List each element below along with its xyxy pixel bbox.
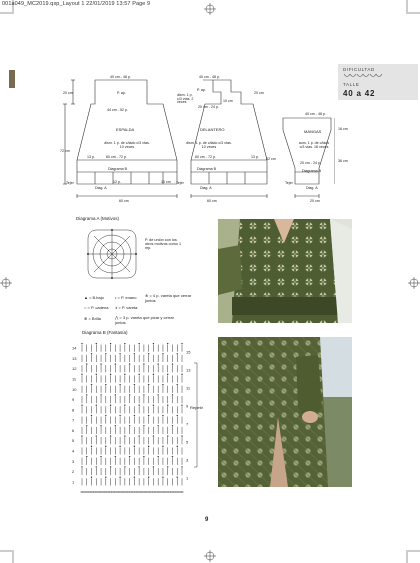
diagram-b-chain [162,446,163,447]
diagram-b-chain [134,446,135,447]
diagram-b-chain [81,435,82,436]
diagram-b-chain [96,374,97,375]
back-bottom-width: 60 cm [119,199,129,203]
diagram-b-row-label-left: 9 [72,397,75,403]
diagram-b-row-label-left: 10 [72,386,77,392]
difficulty-label: DIFICULTAD [343,67,375,72]
difficulty-icon-3 [370,74,382,77]
diagram-b-chain [81,466,82,467]
diagram-b-chain [148,446,149,447]
diagram-b-chain [157,394,158,395]
diagram-b-chain [148,477,149,478]
diagram-b-chain [124,466,125,467]
front-diagram-b: Diagrama B [197,167,216,171]
sleeve-bottom-width: 20 cm [310,199,320,203]
diagram-b-chain [105,353,106,354]
diagram-b-base-chain [81,491,83,493]
diagram-b-base-chain [160,491,162,493]
diagram-b-base-chain [132,491,134,493]
diagram-b-chain [110,405,111,406]
diagram-b-chain [172,363,173,364]
vareta-icon: ǂ [115,305,119,310]
diagram-b-chain [148,415,149,416]
front-cm-20: 20 cm [254,91,264,95]
photo-bottom-image [218,337,352,487]
diagram-b-chain [91,353,92,354]
diagram-b-chain [96,343,97,344]
difficulty-icon-2 [357,74,369,77]
legend-doble: ⋔ = 4 p. vareta que cerrar juntos [145,293,192,303]
front-dism-neck: dism. 1 p. c/3 vtas. 2 veces [177,93,194,105]
diagram-b-chain [129,363,130,364]
legend-punto-bajo: ▲ = B.bajo [84,295,104,300]
diagram-b-chain [124,374,125,375]
diagram-b-row-label-left: 8 [72,407,75,413]
diagram-b-chain [162,477,163,478]
punto-bajo-icon: ▲ [84,295,90,300]
diagram-b-chain [181,435,182,436]
diagram-b-chain [143,363,144,364]
diagram-b-chain [172,425,173,426]
diagram-b-repeat-bracket [194,363,197,467]
diagram-b-chain [91,384,92,385]
diagram-b-chain [115,425,116,426]
diagram-b-chain [143,456,144,457]
diagram-b-base-chain [91,491,93,493]
diagram-b-row-label-right: 7 [186,421,189,427]
diagram-b-base-chain [155,491,157,493]
back-dism: dism. 1 p. de c/lado c/3 vtas. 10 veces [104,141,150,149]
front-tejer: Tejer [176,181,184,185]
diagram-b-base-chain [153,491,155,493]
back-top-width: 40 cm - 48 p. [110,75,131,79]
diagram-b-chain [177,446,178,447]
diagram-b-chain [177,415,178,416]
diagram-a-motif [82,224,142,284]
diagram-b-chain [96,466,97,467]
diagram-b-row-label-left: 12 [72,366,77,372]
diagram-b-chain [167,435,168,436]
diagram-b-row-label-left: 14 [72,345,77,351]
diagram-b-chain [91,446,92,447]
diagram-b-chain [96,435,97,436]
diagram-b-base-chain [137,491,139,493]
doble-icon: ⋔ [145,293,150,298]
diagram-b-chain [129,456,130,457]
front-top-width: 40 cm - 48 p. [199,75,220,79]
diagram-b-base-chain [101,491,103,493]
diagram-b-chain [115,456,116,457]
diagram-b-chain [81,343,82,344]
diagram-b-base-chain [171,491,173,493]
diagram-b-base-chain [94,491,96,493]
diagram-b-chain [110,343,111,344]
diagram-b-chain [119,446,120,447]
diagram-b-row-label-left: 7 [72,417,75,423]
diagram-b-chain [157,363,158,364]
diagram-b-base-chain [88,491,90,493]
diagram-b-chain [148,353,149,354]
diagram-b-chain [138,405,139,406]
diagram-b-chain [124,405,125,406]
sleeve-top-width: 40 cm - 48 p. [305,112,326,116]
sleeve-aum: aum. 1 p. de c/lado c/3 vtas. 18 veces [298,141,330,149]
diagram-b-chain [177,353,178,354]
diagram-b-chain [119,353,120,354]
size-value: 40 a 42 [343,89,376,98]
diagram-b-chain [86,394,87,395]
diagram-b-chain [105,446,106,447]
legend-cadena: ○ = P. cadena [84,305,109,310]
diagram-b-chain [100,363,101,364]
diagram-b-chain [100,425,101,426]
diagram-b-chain [177,477,178,478]
diagram-b-base-chain [124,491,126,493]
diagram-b-chart [70,337,200,499]
back-outline [77,80,177,184]
diagram-b-chain [167,405,168,406]
diagram-b-chain [153,405,154,406]
front-title: DELANTERO [200,127,225,132]
back-neck-label: P. ap. [117,91,126,95]
print-slug: 001a049_MC2019.qxp_Layout 1 22/01/2019 13:57 Page 9 [2,1,151,7]
diagram-b-base-chain [117,491,119,493]
diagram-b-chain [105,415,106,416]
diagram-b-chain [148,384,149,385]
diagram-b-base-chain [163,491,165,493]
diagram-b-row-label-left: 13 [72,355,77,361]
diagram-b-chain [153,343,154,344]
diagram-b-chain [138,374,139,375]
diagram-b-base-chain [150,491,152,493]
diagram-b-chain [172,394,173,395]
sleeve-h-36: 36 cm [338,159,348,163]
diagram-b-chain [162,415,163,416]
photo-top-image [218,219,352,323]
diagram-b-row-label-left: 4 [72,448,75,454]
page-number: 9 [205,517,209,523]
diagram-b-chain [129,394,130,395]
back-width-60: 60 cm - 72 p. [106,155,127,159]
sleeve-width-20: 20 cm - 24 p. [300,161,321,165]
diagram-b-chain [86,363,87,364]
legend-vareta: ǂ = P. vareta [115,305,138,310]
diagram-b-chain [105,477,106,478]
sleeve-title: MANGAS [304,129,322,134]
diagram-b-base-chain [145,491,147,493]
diagram-b-base-chain [86,491,88,493]
diagram-b-chain [153,374,154,375]
sleeve-h-16: 16 cm [338,127,348,131]
diagram-b-row-label-left: 6 [72,427,75,433]
difficulty-icon-1 [344,74,356,77]
diagram-b-row-label-right: 13 [186,367,191,373]
diagram-b-chain [157,456,158,457]
diagram-b-chain [115,394,116,395]
front-side-13: 13 p. [251,155,259,159]
diagram-b-base-chain [127,491,129,493]
diagram-b-chain [134,477,135,478]
diagram-b-row-label-left: 1 [72,479,75,485]
photo-top [218,219,352,323]
back-width-44: 44 cm - 52 p. [107,108,128,112]
back-height-72: 72 cm [60,149,70,153]
diagram-b-chain [81,374,82,375]
section-tab-marker [9,70,15,88]
diagram-b-base-chain [135,491,137,493]
sleeve-diagram-b: Diagrama B [302,169,321,173]
diagram-b-base-chain [178,491,180,493]
diagram-b-chain [138,343,139,344]
diagram-b-row-label-right: 9 [186,403,189,409]
sleeve-height-52: 52 cm [266,157,276,161]
diagram-b-row-label-right: 3 [186,457,189,463]
diagram-b-chain [110,435,111,436]
diagram-b-chain [177,384,178,385]
back-title: ESPALDA [116,127,135,132]
diagram-b-chain [167,374,168,375]
pulso-icon: ⊕ [84,316,89,321]
back-diagram-b: Diagrama B [108,167,127,171]
diagram-b-chain [91,415,92,416]
diagram-b-chain [172,456,173,457]
diagram-b-chain [181,374,182,375]
diagram-b-row-label-left: 5 [72,438,75,444]
legend-pulso: ⊕ = Brilla [84,316,101,321]
back-height-20: 20 cm [63,91,73,95]
diagram-b-base-chain [140,491,142,493]
diagram-b-base-chain [83,491,85,493]
diagram-a-note: P. de unión con los otros motivos como 1 mp. [145,238,182,250]
diagram-b-row-label-left: 11 [72,376,77,382]
sleeve-diag-a: Diag. A [306,186,318,190]
diagram-b-chain [110,466,111,467]
front-p-ap: P. ap. [197,88,206,92]
diagram-a-title: Diagrama A (Motivos) [76,216,120,221]
sleeve-tejer: Tejer [285,181,293,185]
diagram-b-title: Diagrama B (Fantasía) [82,330,128,335]
diagram-b-chain [124,343,125,344]
diagram-b-chain [153,435,154,436]
diagram-b-chain [91,477,92,478]
back-diag-a: Diag. A [95,186,107,190]
diagram-b-chain [86,425,87,426]
diagram-b-chain [153,466,154,467]
diagram-b-base-chain [176,491,178,493]
difficulty-panel [338,64,418,100]
diagram-b-repeat: Repetir [190,405,203,410]
diagram-b-chain [134,353,135,354]
diagram-b-row-label-right: 5 [186,439,189,445]
diagram-b-base-chain [112,491,114,493]
diagram-b-base-chain [158,491,160,493]
diagram-b-base-chain [122,491,124,493]
back-small-12: 12 p. [113,180,121,184]
diagram-b-base-chain [109,491,111,493]
diagram-b-chain [181,405,182,406]
diagram-b-base-chain [181,491,183,493]
diagram-b-chain [110,374,111,375]
diagram-b-chain [162,353,163,354]
front-width-60: 60 cm - 72 p. [195,155,216,159]
sleeve-outline [283,118,331,184]
diagram-b-base-chain [119,491,121,493]
front-cm-10-neck: 10 cm [223,99,233,103]
size-label: TALLE [343,82,360,87]
front-dism: dism. 1 p. de c/lado c/3 vtas. 10 veces [186,141,232,149]
diagram-b-chain [96,405,97,406]
diagram-b-chain [167,343,168,344]
photo-bottom [218,337,352,487]
diagram-b-row-label-left: 2 [72,469,75,475]
diagram-b-chain [119,477,120,478]
diagram-b-chain [138,435,139,436]
diagram-b-chain [81,405,82,406]
back-tejer: Tejer [66,181,74,185]
diagram-b-base-chain [142,491,144,493]
diagram-b-chain [143,394,144,395]
diagram-b-base-chain [130,491,132,493]
punto-enano-icon: • [115,295,118,300]
diagram-b-base-chain [165,491,167,493]
back-cm-10: 10 cm [161,180,171,184]
diagram-b-chain [124,435,125,436]
diagram-b-chain [119,415,120,416]
diagram-b-chain [138,466,139,467]
legend-punto-enano: • = P. enano [115,295,137,300]
picot-icon: ⋀ [115,315,120,320]
diagram-b-row-label-right: 11 [186,385,191,391]
diagram-b-chain [134,415,135,416]
diagram-b-chain [167,466,168,467]
diagram-b-row-label-right: 15 [186,349,191,355]
diagram-b-base-chain [114,491,116,493]
front-width-20: 20 cm - 24 p. [198,105,219,109]
diagram-b-base-chain [106,491,108,493]
diagram-b-chain [181,343,182,344]
diagram-b-chain [181,466,182,467]
diagram-b-row-label-left: 3 [72,458,75,464]
cadena-icon: ○ [84,305,88,310]
diagram-b-chain [162,384,163,385]
diagram-b-base-chain [104,491,106,493]
diagram-b-chain [100,394,101,395]
front-bottom-width: 60 cm [207,199,217,203]
diagram-b-chain [134,384,135,385]
diagram-b-base-chain [147,491,149,493]
diagram-b-row-label-right: 1 [186,475,189,481]
back-side-13: 13 p. [87,155,95,159]
diagram-b-chain [143,425,144,426]
diagram-b-chain [129,425,130,426]
difficulty-level-icons [343,73,383,80]
diagram-b-chain [119,384,120,385]
diagram-b-base-chain [99,491,101,493]
diagram-b-base-chain [168,491,170,493]
diagram-b-base-chain [173,491,175,493]
diagram-b-chain [157,425,158,426]
diagram-b-base-chain [96,491,98,493]
diagram-b-chain [105,384,106,385]
legend-picot: ⋀ = 3 p. vareta que picar y cerrar juntos [115,315,174,325]
diagram-b-chain [86,456,87,457]
front-diag-a: Diag. A [200,186,212,190]
diagram-b-chain [115,363,116,364]
diagram-b-chain [100,456,101,457]
